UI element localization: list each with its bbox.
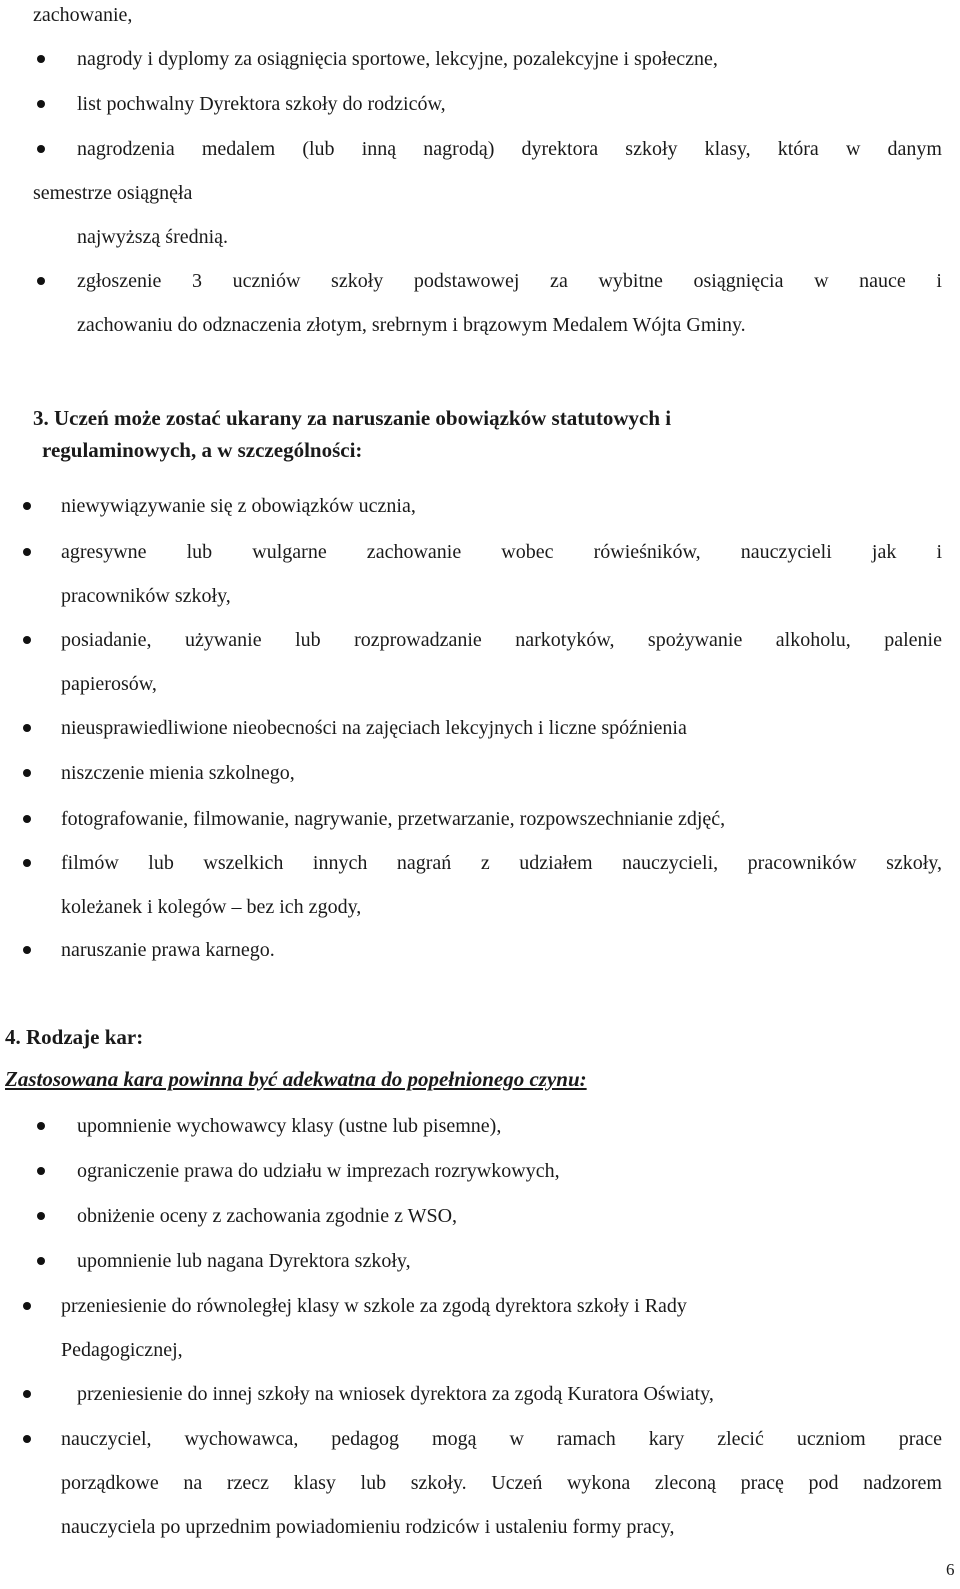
list-item: przeniesienie do równoległej klasy w szkole za zgodą dyrektora szkoły i Rady [61,1295,687,1317]
bullet-icon [37,1212,45,1220]
list-item-continuation: pracowników szkoły, [61,585,231,607]
bullet-icon [23,946,31,954]
list-item-continuation: nauczyciela po uprzednim powiadomieniu rodziców i ustaleniu formy pracy, [61,1516,675,1538]
list-item-continuation: koleżanek i kolegów – bez ich zgody, [61,896,362,918]
list-item-continuation: najwyższą średnią. [77,226,229,248]
list-item: nagrody i dyplomy za osiągnięcia sportowe, lekcyjne, pozalekcyjne i społeczne, [77,48,718,70]
list-item: fotografowanie, filmowanie, nagrywanie, przetwarzanie, rozpowszechnianie zdjęć, [61,808,726,830]
bullet-icon [23,548,31,556]
bullet-icon [23,636,31,644]
list-item-continuation: semestrze osiągnęła [33,182,193,204]
bullet-icon [23,1390,31,1398]
list-item: list pochwalny Dyrektora szkoły do rodziców, [77,93,446,115]
section-heading: 3. Uczeń może zostać ukarany za naruszanie obowiązków statutowych i [33,406,672,430]
bullet-icon [37,145,45,153]
list-item: agresywne lub wulgarne zachowanie wobec rówieśników, nauczycieli jak i [61,541,942,563]
list-item: nieusprawiedliwione nieobecności na zajęciach lekcyjnych i liczne spóźnienia [61,717,687,739]
list-item: naruszanie prawa karnego. [61,939,275,961]
list-item: nauczyciel, wychowawca, pedagog mogą w ramach kary zlecić uczniom prace [61,1428,942,1450]
page-number: 6 [946,1560,955,1579]
text-line: zachowanie, [33,4,133,26]
bullet-icon [37,1167,45,1175]
list-item: ograniczenie prawa do udziału w imprezach rozrywkowych, [77,1160,560,1182]
list-item: nagrodzenia medalem (lub inną nagrodą) dyrektora szkoły klasy, która w danym [77,138,942,160]
list-item-continuation: zachowaniu do odznaczenia złotym, srebrnym i brązowym Medalem Wójta Gminy. [77,314,746,336]
section-subheading: Zastosowana kara powinna być adekwatna do popełnionego czynu: [5,1067,587,1091]
list-item: upomnienie lub nagana Dyrektora szkoły, [77,1250,411,1272]
bullet-icon [23,724,31,732]
list-item: posiadanie, używanie lub rozprowadzanie narkotyków, spożywanie alkoholu, palenie [61,629,942,651]
bullet-icon [37,100,45,108]
list-item-continuation: Pedagogicznej, [61,1339,183,1361]
bullet-icon [37,55,45,63]
bullet-icon [23,859,31,867]
bullet-icon [37,277,45,285]
list-item-continuation: papierosów, [61,673,157,695]
list-item: zgłoszenie 3 uczniów szkoły podstawowej za wybitne osiągnięcia w nauce i [77,270,942,292]
bullet-icon [37,1122,45,1130]
bullet-icon [23,769,31,777]
section-heading: 4. Rodzaje kar: [5,1025,144,1049]
bullet-icon [37,1257,45,1265]
list-item: upomnienie wychowawcy klasy (ustne lub pisemne), [77,1115,502,1137]
bullet-icon [23,1435,31,1443]
list-item: przeniesienie do innej szkoły na wniosek dyrektora za zgodą Kuratora Oświaty, [77,1383,714,1405]
bullet-icon [23,1302,31,1310]
list-item: niszczenie mienia szkolnego, [61,762,295,784]
section-heading: regulaminowych, a w szczególności: [42,438,363,462]
list-item: filmów lub wszelkich innych nagrań z udziałem nauczycieli, pracowników szkoły, [61,852,942,874]
bullet-icon [23,502,31,510]
list-item: obniżenie oceny z zachowania zgodnie z WSO, [77,1205,458,1227]
list-item-continuation: porządkowe na rzecz klasy lub szkoły. Uczeń wykona zleconą pracę pod nadzorem [61,1472,942,1494]
list-item: niewywiązywanie się z obowiązków ucznia, [61,495,416,517]
bullet-icon [23,815,31,823]
